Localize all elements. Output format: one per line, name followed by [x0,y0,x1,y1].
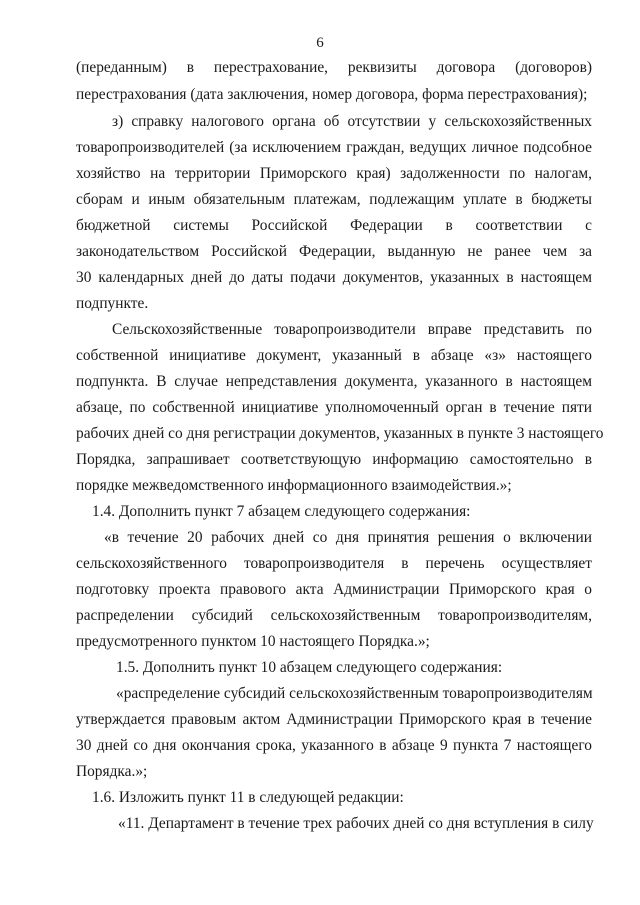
text-line: бюджетной системы Российской Федерации в соответствии с [76,217,592,234]
text-line: подготовку проекта правового акта Администрации Приморского края о [76,581,592,598]
text-line: порядке межведомственного информационного взаимодействия.»; [76,477,512,494]
text-line: Сельскохозяйственные товаропроизводители вправе представить по [112,321,592,338]
text-line: 1.6. Изложить пункт 11 в следующей редакции: [92,789,404,806]
text-line: подпункте. [76,295,149,312]
text-line: рабочих дней со дня регистрации документов, указанных в пункте 3 настоящего [76,425,604,442]
text-line: законодательством Российской Федерации, выданную не ранее чем за [76,243,592,260]
text-line: абзаце, по собственной инициативе уполномоченный орган в течение пяти [76,399,592,416]
text-line: Порядка, запрашивает соответствующую информацию самостоятельно в [76,451,592,468]
text-line: перестрахования (дата заключения, номер договора, форма перестрахования); [76,86,588,103]
text-line: товаропроизводителей (за исключением граждан, ведущих личное подсобное [76,139,592,156]
text-line: 30 дней со дня окончания срока, указанного в абзаце 9 пункта 7 настоящего [76,737,592,754]
text-line: сборам и иным обязательным платежам, подлежащим уплате в бюджеты [76,191,592,208]
text-line: предусмотренного пунктом 10 настоящего Порядка.»; [76,633,430,650]
text-line: «в течение 20 рабочих дней со дня принятия решения о включении [104,529,592,546]
page-number: 6 [316,35,324,51]
text-line: подпункта. В случае непредставления документа, указанного в настоящем [76,373,592,390]
text-line: «распределение субсидий сельскохозяйственным товаропроизводителям [116,685,593,702]
text-line: 1.5. Дополнить пункт 10 абзацем следующего содержания: [116,659,503,676]
text-line: собственной инициативе документ, указанный в абзаце «з» настоящего [76,347,592,364]
text-line: з) справку налогового органа об отсутствии у сельскохозяйственных [112,113,592,130]
text-line: 30 календарных дней до даты подачи документов, указанных в настоящем [76,269,592,286]
text-line: сельскохозяйственного товаропроизводителя в перечень осуществляет [76,555,592,572]
text-line: распределении субсидий сельскохозяйственным товаропроизводителям, [76,607,592,624]
text-line: 1.4. Дополнить пункт 7 абзацем следующего содержания: [92,503,471,520]
text-line: хозяйство на территории Приморского края) задолженности по налогам, [76,165,592,182]
text-line: (переданным) в перестрахование, реквизиты договора (договоров) [76,59,592,76]
text-line: Порядка.»; [76,763,148,780]
text-line: утверждается правовым актом Администрации Приморского края в течение [76,711,592,728]
text-line: «11. Департамент в течение трех рабочих дней со дня вступления в силу [118,815,594,832]
